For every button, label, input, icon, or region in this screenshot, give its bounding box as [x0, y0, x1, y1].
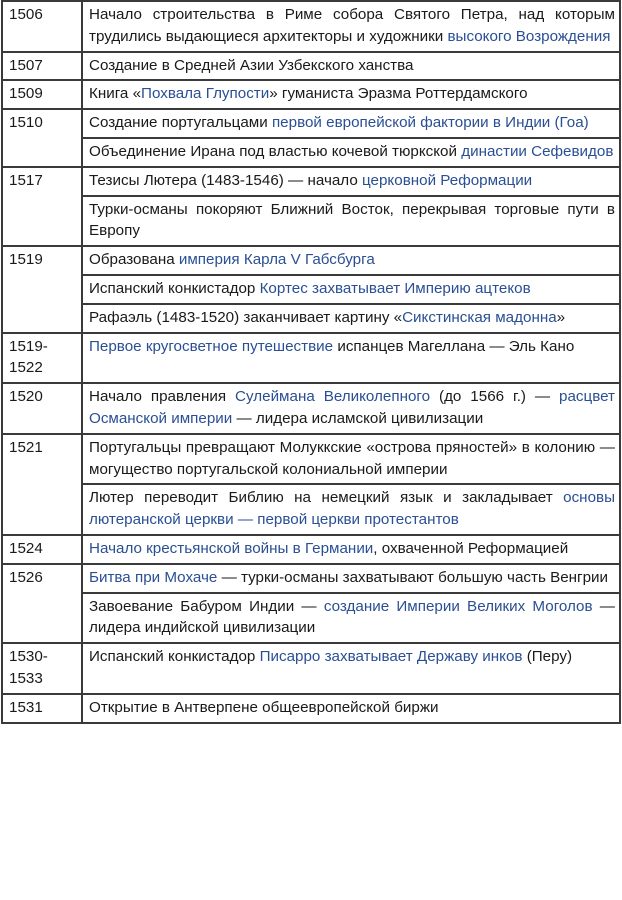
year-cell: 1526 — [2, 564, 82, 643]
timeline-table — [1, 0, 621, 724]
year-cell: 1519-1522 — [2, 333, 82, 384]
event-text: — турки-османы захватывают большую часть Венгрии — [217, 568, 608, 586]
table-row — [2, 275, 620, 304]
event-text: Испанский конкистадор — [89, 279, 260, 297]
event-cell — [82, 535, 620, 564]
event-cell — [82, 593, 620, 644]
event-text: Книга « — [89, 85, 142, 103]
event-cell — [82, 694, 620, 723]
event-text: Открытие в Антверпене общеевропейской биржи — [89, 698, 439, 716]
year-cell: 1520 — [2, 383, 82, 434]
table-row — [2, 564, 620, 593]
event-link[interactable]: Писарро захватывает Державу инков — [259, 648, 523, 666]
event-text: (до 1566 г.) — — [430, 388, 560, 406]
table-row — [2, 383, 620, 434]
year-cell: 1530-1533 — [2, 643, 82, 694]
table-row — [2, 167, 620, 196]
event-text: Завоевание Бабуром Индии — — [89, 597, 324, 615]
year-cell: 1509 — [2, 80, 82, 109]
timeline-body — [2, 1, 620, 723]
event-text: Тезисы Лютера (1483-1546) — начало — [89, 171, 363, 189]
event-text: Португальцы превращают Молуккские «острова пряностей» в колонию — могущество португальской колониальной империи — [89, 438, 615, 478]
table-row — [2, 694, 620, 723]
event-link[interactable]: Первое кругосветное путешествие — [89, 337, 334, 355]
table-row — [2, 304, 620, 333]
event-link[interactable]: династии Сефевидов — [461, 142, 614, 160]
event-cell — [82, 275, 620, 304]
event-text: Начало строительства в Риме собора Святого Петра, над которым трудились выдающиеся архитекторы и художники — [89, 6, 615, 45]
event-cell — [82, 109, 620, 138]
year-cell: 1521 — [2, 434, 82, 535]
table-row — [2, 535, 620, 564]
event-link[interactable]: расцвет Османской империи — [89, 388, 616, 427]
event-cell — [82, 138, 620, 167]
event-link[interactable]: первой европейской фактории в Индии (Гоа) — [271, 114, 589, 132]
event-text: » гуманиста Эразма Роттердамского — [269, 85, 528, 103]
table-row — [2, 80, 620, 109]
event-text: испанцев Магеллана — Эль Кано — [333, 337, 575, 355]
event-cell — [82, 564, 620, 593]
table-row — [2, 52, 620, 81]
event-cell — [82, 304, 620, 333]
event-text: Рафаэль (1483-1520) заканчивает картину « — [89, 308, 403, 326]
event-text: » — [556, 308, 566, 326]
event-link[interactable]: Битва при Мохаче — [89, 568, 218, 586]
event-link[interactable]: создание Империи Великих Моголов — [323, 597, 593, 615]
event-cell — [82, 196, 620, 247]
event-text: — лидера индийской цивилизации — [89, 597, 615, 637]
event-text: Турки-османы покоряют Ближний Восток, перекрывая торговые пути в Европу — [89, 200, 615, 240]
event-cell — [82, 246, 620, 275]
event-link[interactable]: Начало крестьянской войны в Германии — [89, 539, 374, 557]
event-cell — [82, 80, 620, 109]
table-row — [2, 196, 620, 247]
event-text: , охваченной Реформацией — [373, 539, 569, 557]
table-row — [2, 333, 620, 384]
event-text: Создание португальцами — [89, 114, 272, 132]
year-cell: 1531 — [2, 694, 82, 723]
event-link[interactable]: Кортес захватывает Империю ацтеков — [259, 279, 531, 297]
event-link[interactable]: империя Карла V Габсбурга — [178, 251, 375, 269]
table-row — [2, 246, 620, 275]
event-link[interactable]: церковной Реформации — [362, 171, 533, 189]
event-text: Испанский конкистадор — [89, 648, 260, 666]
year-cell: 1506 — [2, 1, 82, 52]
year-cell: 1507 — [2, 52, 82, 81]
event-cell — [82, 434, 620, 485]
year-cell: 1517 — [2, 167, 82, 246]
table-row — [2, 643, 620, 694]
event-link[interactable]: Похвала Глупости — [141, 85, 270, 103]
event-text: Начало правления — [89, 388, 236, 406]
event-link[interactable]: Сикстинская мадонна — [402, 308, 557, 326]
event-cell — [82, 484, 620, 535]
table-row — [2, 593, 620, 644]
table-row — [2, 109, 620, 138]
event-cell — [82, 1, 620, 52]
event-cell — [82, 52, 620, 81]
year-cell: 1524 — [2, 535, 82, 564]
table-row — [2, 484, 620, 535]
event-text: Лютер переводит Библию на немецкий язык и закладывает — [89, 489, 564, 507]
event-cell — [82, 643, 620, 694]
table-row — [2, 1, 620, 52]
event-text: — лидера исламской цивилизации — [232, 409, 484, 427]
event-text: Образована — [89, 251, 179, 269]
event-cell — [82, 383, 620, 434]
event-cell — [82, 333, 620, 384]
table-row — [2, 434, 620, 485]
event-cell — [82, 167, 620, 196]
event-link[interactable]: Сулеймана Великолепного — [235, 388, 431, 406]
year-cell: 1510 — [2, 109, 82, 167]
event-text: (Перу) — [522, 648, 573, 666]
event-link[interactable]: основы лютеранской церкви — первой церкви протестантов — [89, 489, 615, 529]
year-cell: 1519 — [2, 246, 82, 332]
event-link[interactable]: высокого Возрождения — [447, 27, 611, 45]
event-text: Объединение Ирана под властью кочевой тюркской — [89, 142, 462, 160]
table-row — [2, 138, 620, 167]
event-text: Создание в Средней Азии Узбекского ханства — [89, 56, 414, 74]
